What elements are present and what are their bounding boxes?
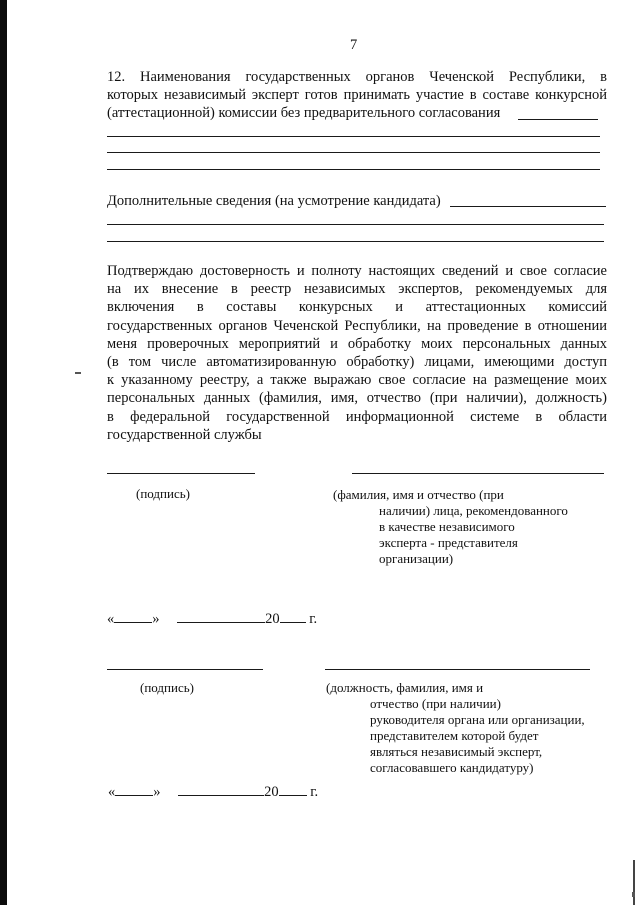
signature-2-caption: (подпись) [140,680,194,695]
date-2-year-prefix: 20 [264,784,279,800]
name-2-caption-line: представителем которой будет [370,728,539,743]
date-1-month-blank [177,610,265,623]
consent-line: Подтверждаю достоверность и полноту настоящих сведений и свое согласие [107,263,607,279]
name-2-caption-line: являться независимый эксперт, [370,744,543,759]
name-2-line [325,669,590,670]
date-2 [108,783,318,801]
name-2-caption-line: руководителя органа или организации, [370,712,585,727]
date-1-close-quote: » [152,611,160,627]
scan-right-edge-dot [632,892,635,897]
signature-1-caption: (подпись) [136,486,190,501]
name-1-caption-line: в качестве независимого [379,519,515,534]
date-1 [107,610,317,628]
section-12-blank-line [107,136,600,137]
date-2-month-blank [178,783,264,796]
date-1-open-quote: « [107,611,115,627]
date-2-day-blank [115,783,153,796]
section-12-line: (аттестационной) комиссии без предварительного согласования [107,105,501,122]
date-1-year-blank [280,610,306,623]
date-1-year-suffix: г. [309,611,318,627]
signature-2-line [107,669,263,670]
consent-line: меня проверочных мероприятий и обработку моих персональных данных [107,335,607,352]
additional-info-blank-line [107,241,604,242]
name-1-caption-line: эксперта - представителя [379,535,518,550]
date-2-close-quote: » [153,784,161,800]
name-1-caption-line: (фамилия, имя и отчество (при [333,487,504,502]
date-1-year-prefix: 20 [265,611,280,627]
consent-line: на их внесение в реестр независимых экспертов, рекомендуемых для [107,281,607,298]
consent-line: к указанному реестру, а также выражаю свое согласие на размещение моих [107,372,607,389]
name-2-caption-line: отчество (при наличии) [370,696,501,711]
date-2-open-quote: « [108,784,116,800]
consent-paragraph [107,262,607,444]
additional-info-inline-blank [450,206,606,207]
date-1-day-blank [114,610,152,623]
section-12-line: 12. Наименования государственных органов Чеченской Республики, в [107,69,607,85]
additional-info-blank-line [107,224,604,225]
date-2-year-suffix: г. [310,784,319,800]
consent-line: государственных органов Чеченской Республики, на проведение в отношении [107,317,607,334]
page-number: 7 [350,37,358,53]
section-12-line: которых независимый эксперт готов принимать участие в составе конкурсной [107,87,607,104]
scan-left-edge [0,0,7,905]
name-1-line [352,473,604,474]
consent-line: включения в составы конкурсных и аттестационных комиссий [107,299,607,316]
margin-mark [75,372,81,374]
section-12-blank-line [107,169,600,170]
name-2-caption-line: согласовавшего кандидатуру) [370,760,534,775]
scan-right-edge-mark [633,860,635,905]
name-1-caption-line: наличии) лица, рекомендованного [379,503,568,518]
consent-line: в федеральной государственной информационной системе в области [107,408,607,425]
consent-line: персональных данных (фамилия, имя, отчество (при наличии), должность) [107,390,607,407]
consent-line: (в том числе автоматизированную обработку) лицами, имеющими доступ [107,353,607,370]
name-2-caption-line: (должность, фамилия, имя и [326,680,484,695]
signature-1-line [107,473,255,474]
additional-info-label: Дополнительные сведения (на усмотрение кандидата) [107,193,441,209]
section-12-inline-blank [518,119,598,120]
name-1-caption-line: организации) [379,551,454,566]
date-2-year-blank [279,783,307,796]
consent-line: государственной службы [107,426,262,443]
section-12-blank-line [107,152,600,153]
section-12-heading [107,68,607,123]
